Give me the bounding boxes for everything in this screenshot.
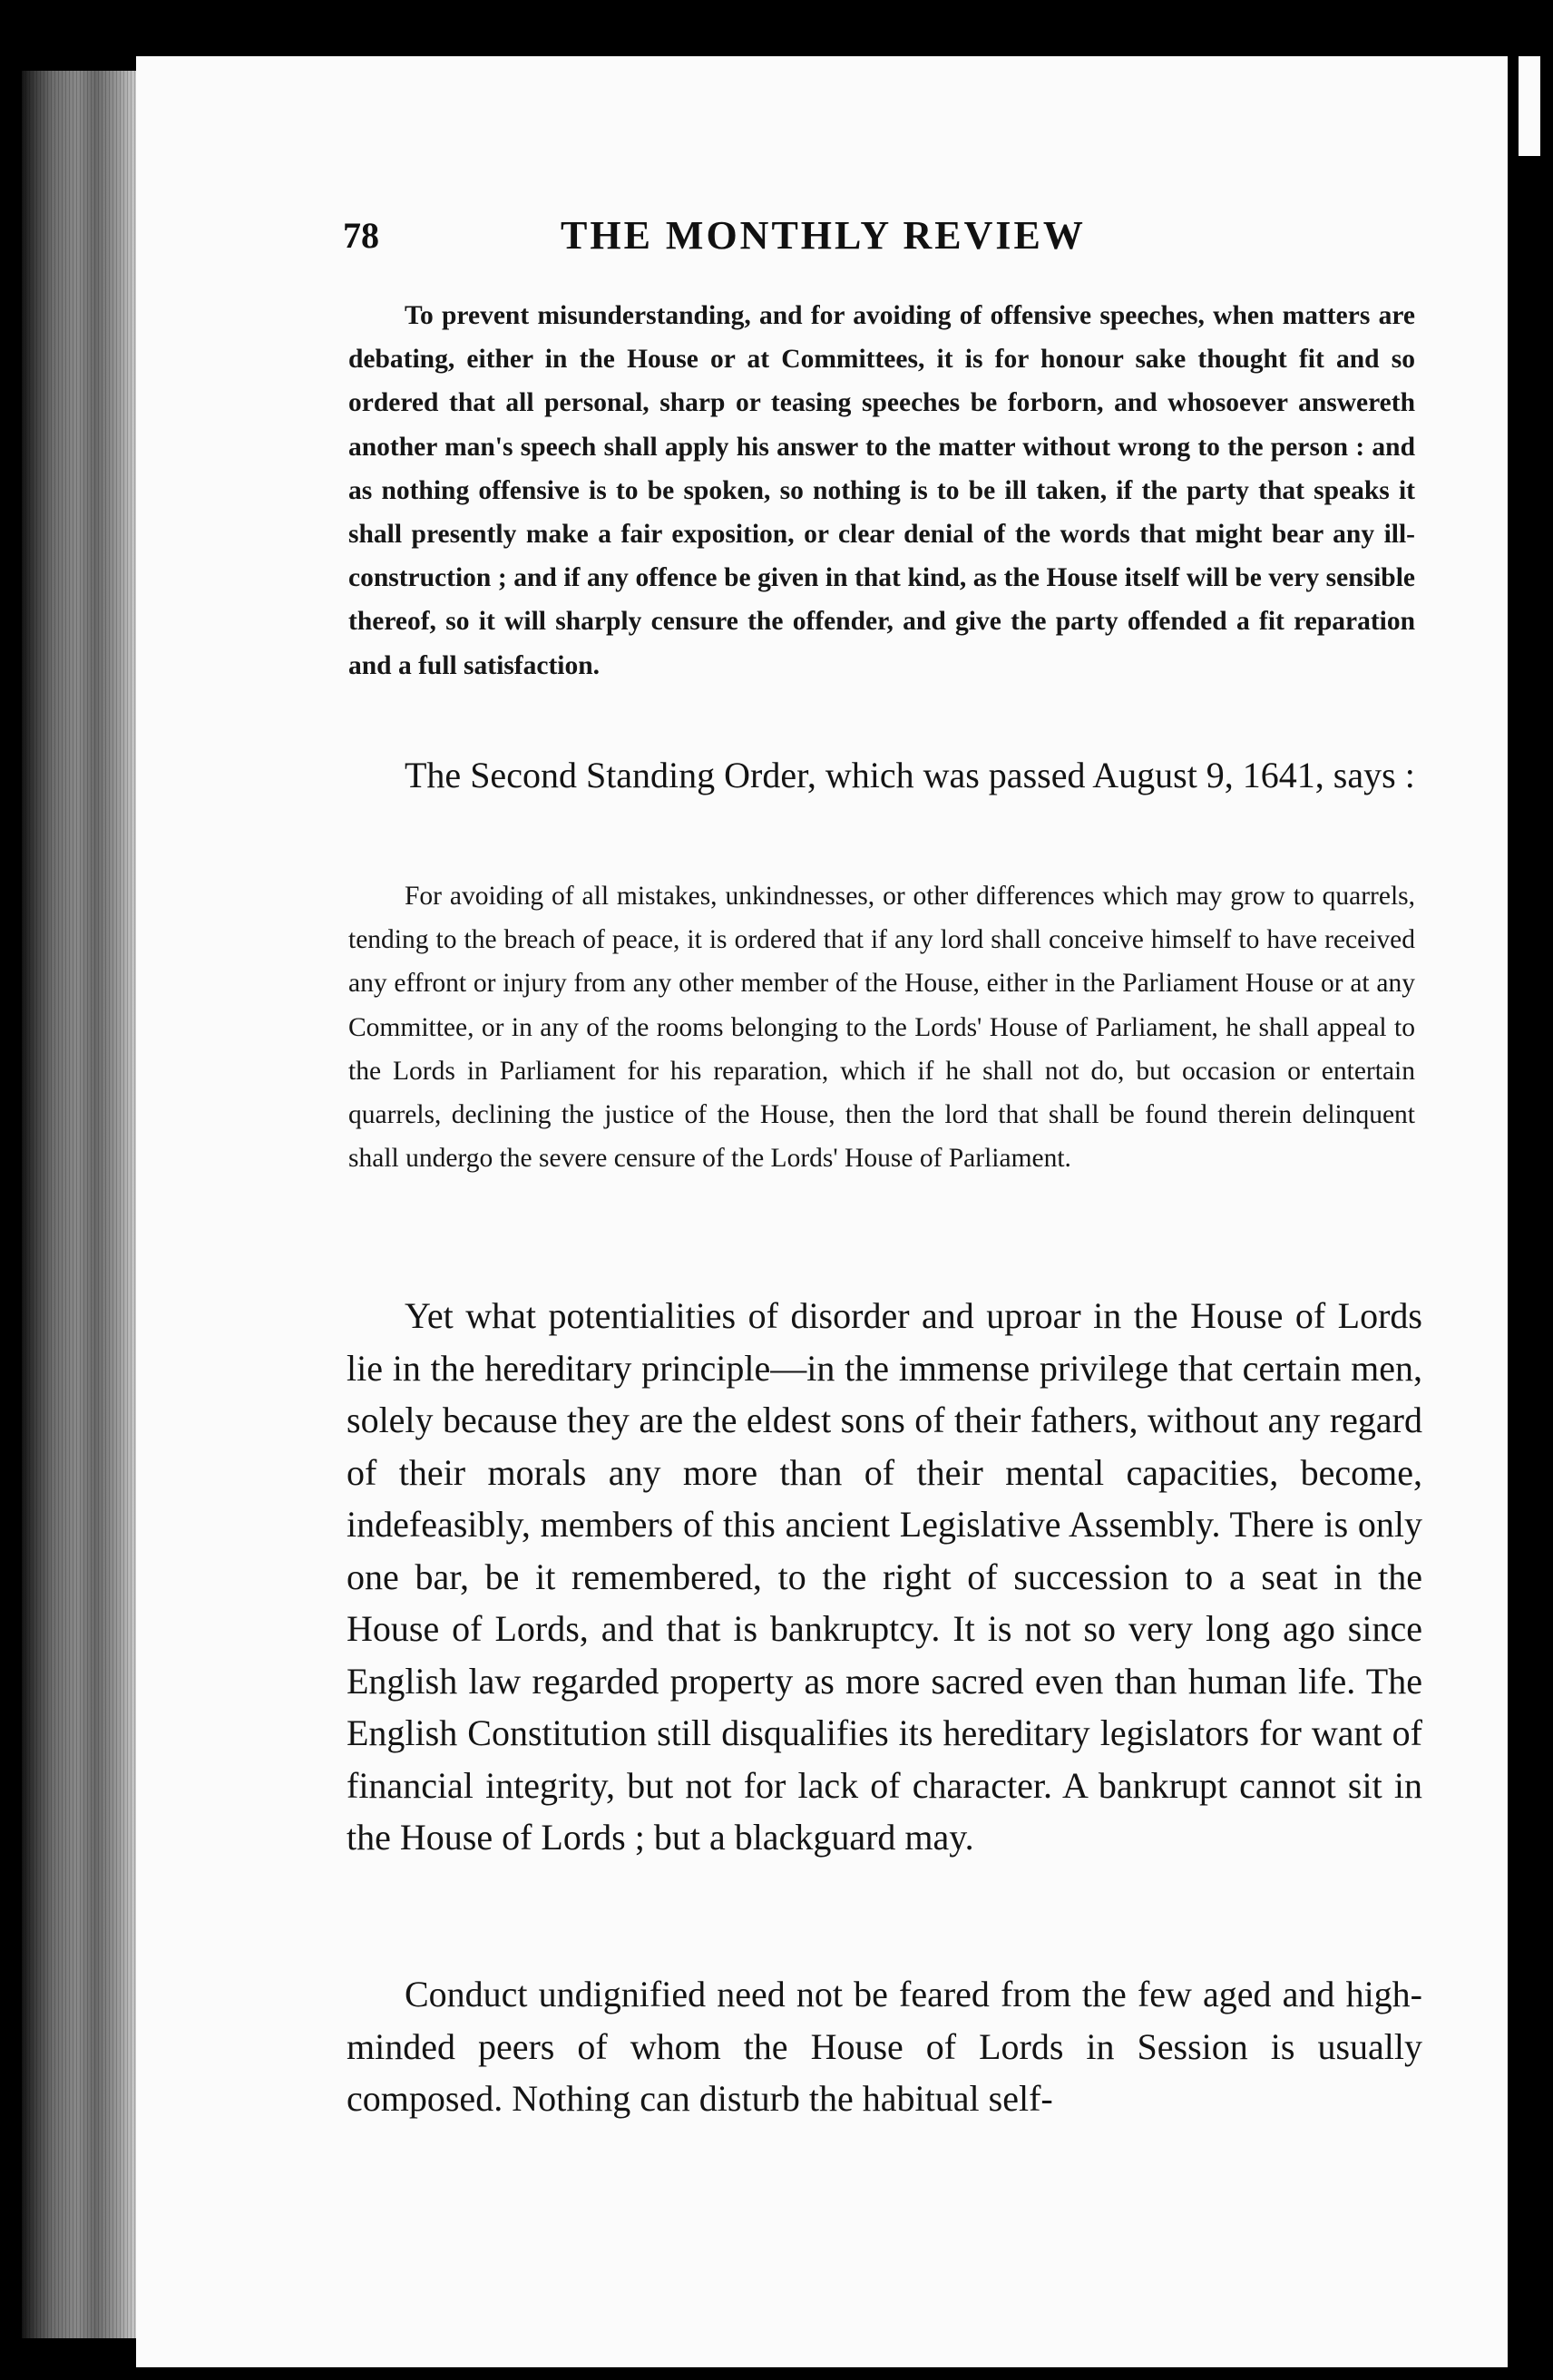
body-paragraph-one: Yet what potentialities of disorder and uproar in the House of Lords lie in the hereditary principle—in the immense privilege that certain men, solely because they are the eldest sons of their fathers, without any regard of their morals any more than of their mental capacities, become, indefeasibly, members of this ancient Legislative Assembly. There is only one bar, be it remembered, to the right of succession to a seat in the House of Lords, and that is bankruptcy. It is not so very long ago since English law regarded property as more sacred even than human life. The English Constitution still disqualifies its hereditary legislators for want of financial integrity, but not for lack of character. A bankrupt cannot sit in the House of Lords ; but a blackguard may.: [347, 1295, 1422, 1858]
scan-right-tab: [1519, 56, 1540, 156]
running-head: THE MONTHLY REVIEW: [561, 213, 1086, 258]
body-paragraph-two: Conduct undignified need not be feared from the few aged and high-minded peers of whom the House of Lords in Session is usually composed. Nothing can disturb the habitual self-: [347, 1974, 1422, 2119]
page-header: [343, 214, 1431, 268]
book-page-edge-lines: [22, 71, 145, 2338]
scan-right-border: [1508, 56, 1553, 2367]
page-number: 78: [343, 215, 379, 256]
standing-order-quote-one: To prevent misunderstanding, and for avoiding of offensive speeches, when matters are debating, either in the House or at Committees, it is for honour sake thought fit and so ordered that all personal, sharp or teasing speeches be forborn, and whosoever answereth another man's speech shall apply his answer to the matter without wrong to the person : and as nothing offensive is to be spoken, so nothing is to be ill taken, if the party that speaks it shall presently make a fair exposition, or clear denial of the words that might bear any ill-construction ; and if any offence be given in that kind, as the House itself will be very sensible thereof, so it will sharply censure the offender, and give the party offended a fit reparation and a full satisfaction.: [348, 301, 1415, 680]
second-order-intro: The Second Standing Order, which was passed August 9, 1641, says :: [405, 755, 1415, 795]
standing-order-quote-two: For avoiding of all mistakes, unkindnesses, or other differences which may grow to quarrels, tending to the breach of peace, it is ordered that if any lord shall conceive himself to have received any effront or injury from any other member of the House, either in the Parliament House or at any Committee, or in any of the rooms belonging to the Lords' House of Parliament, he shall appeal to the Lords in Parliament for his reparation, which if he shall not do, but occasion or entertain quarrels, declining the justice of the House, then the lord that shall be found therein delinquent shall undergo the severe censure of the Lords' House of Parliament.: [348, 882, 1415, 1174]
